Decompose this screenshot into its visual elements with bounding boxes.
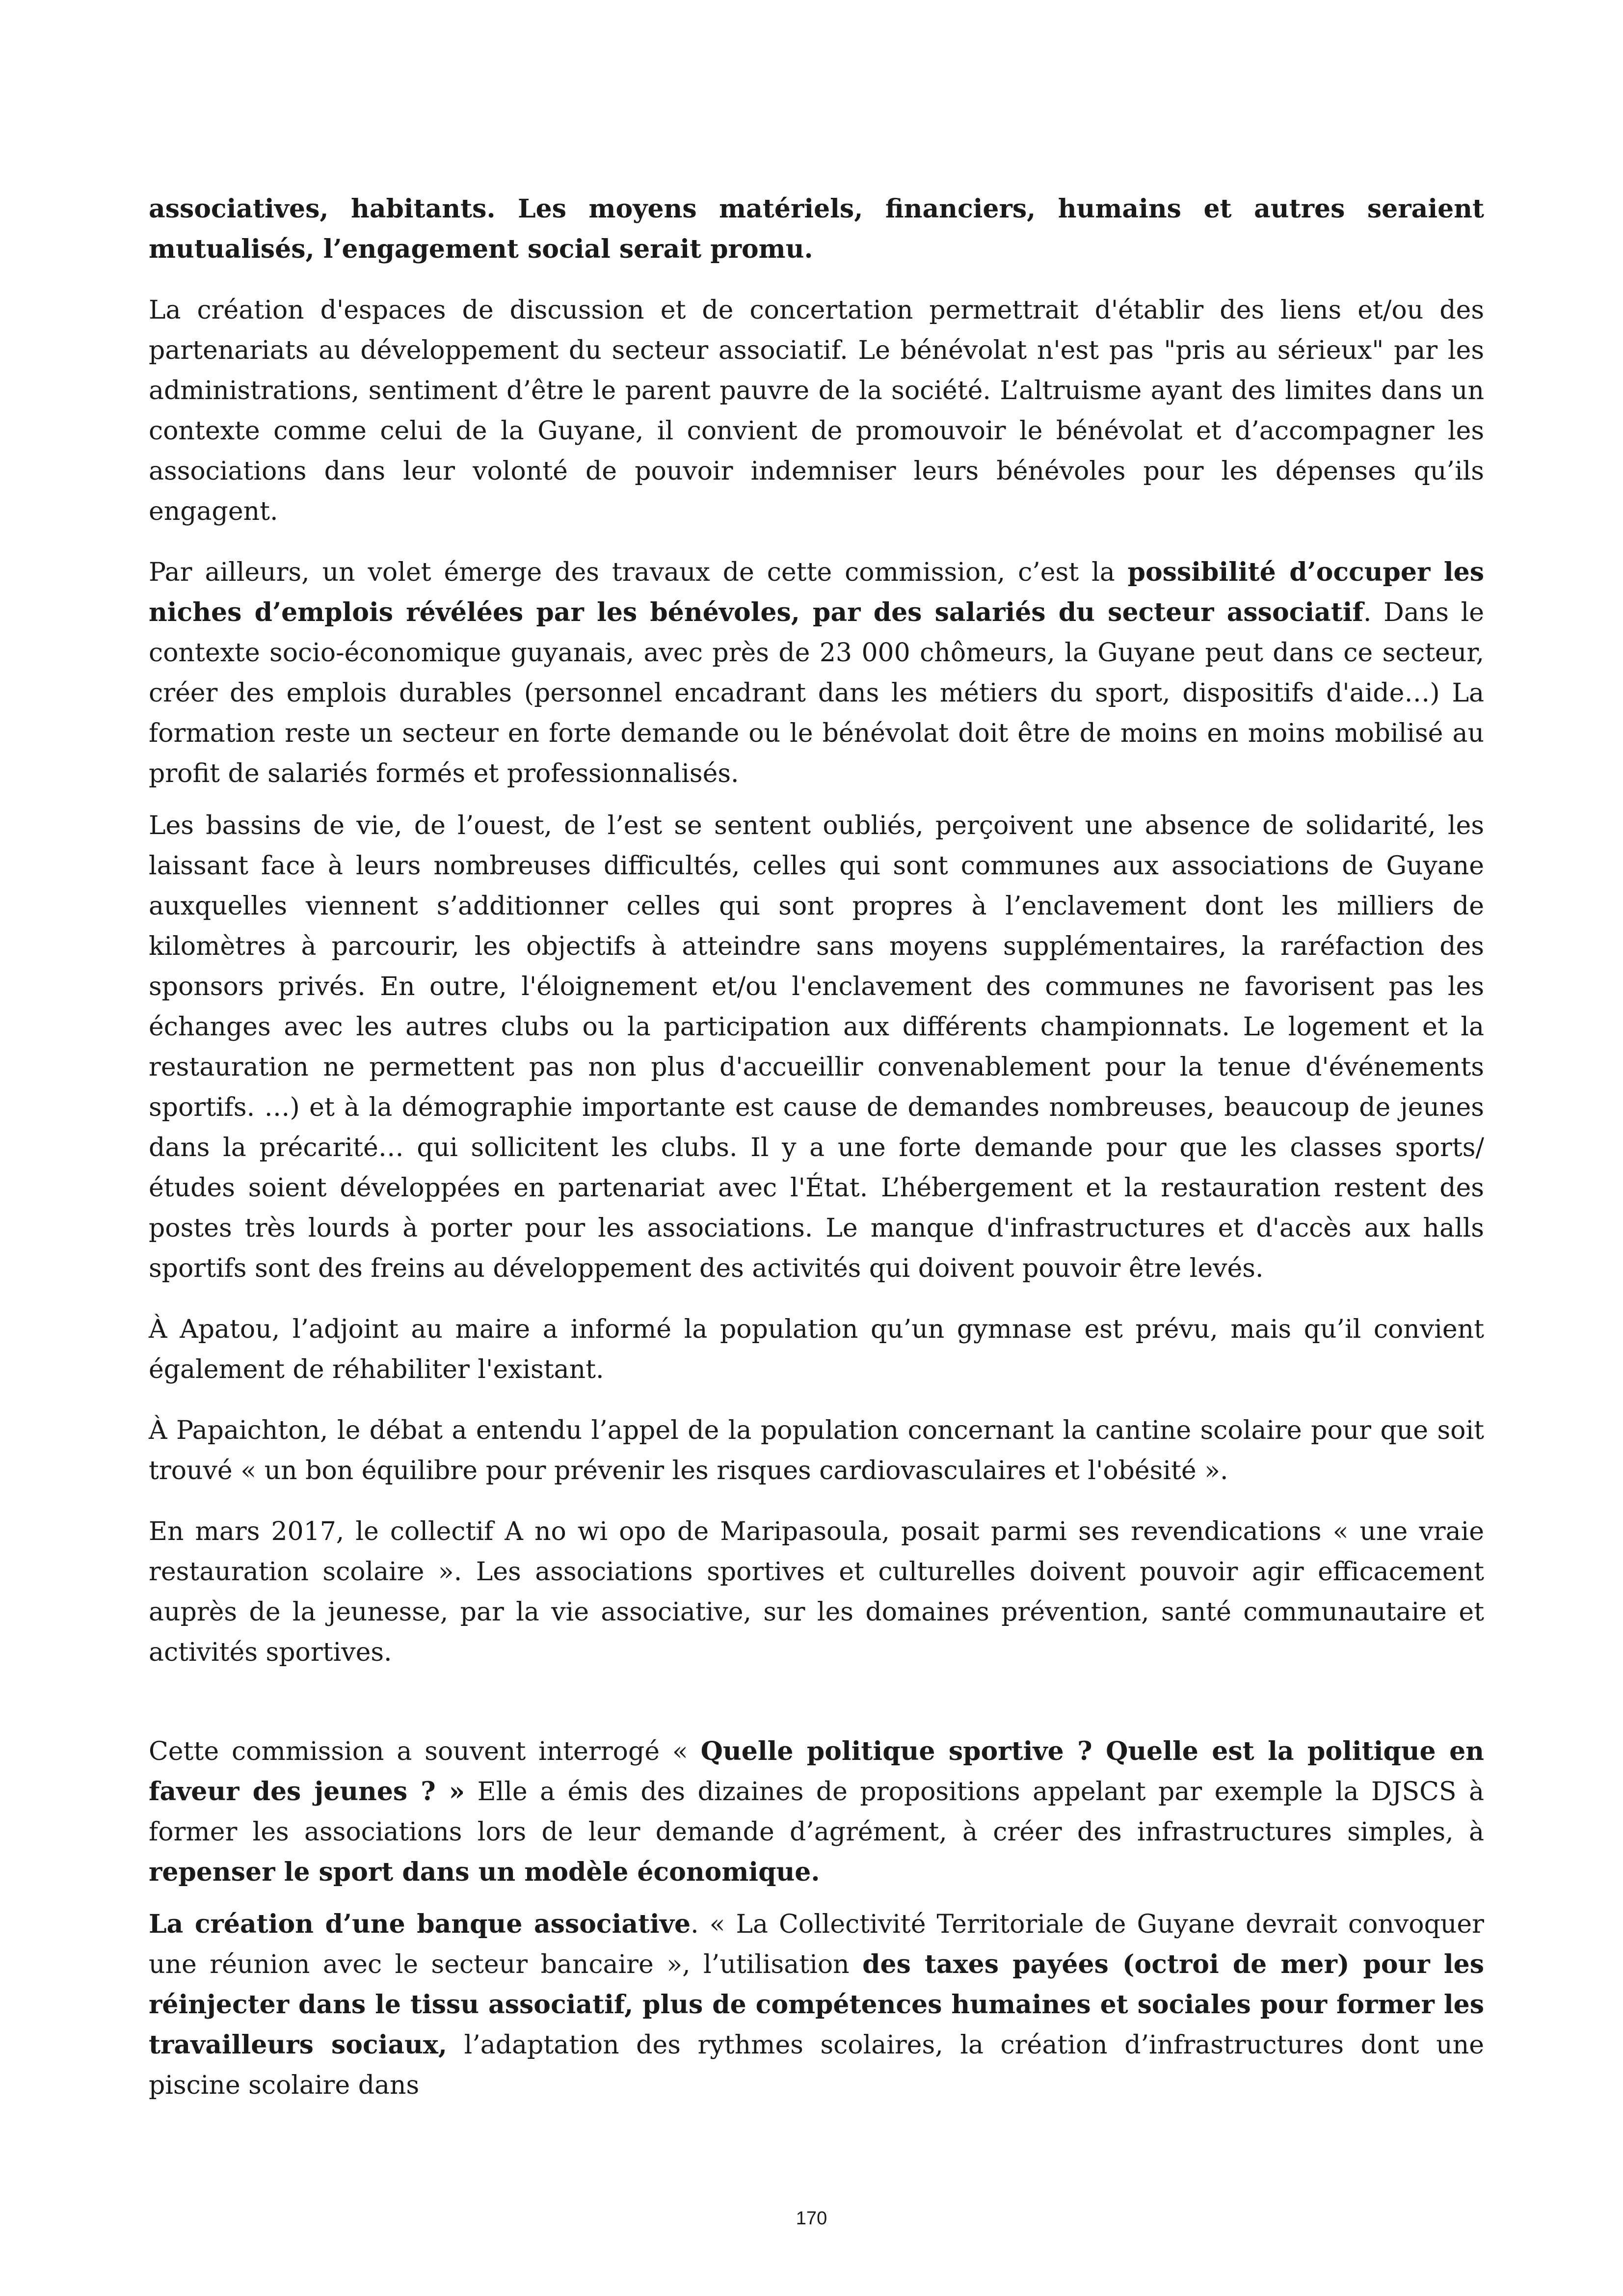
paragraph-6 <box>149 1410 1484 1491</box>
text-segment: Elle a émis des dizaines de propositions appelant par exemple la DJSCS à former les associations lors de leur demande d’agrément, à créer des infrastructures simples, à <box>149 1777 1484 1847</box>
text-segment-bold: repenser le sport dans un modèle économique. <box>149 1857 820 1887</box>
text-segment: l’adaptation des rythmes scolaires, la création d’infrastructures dont une piscine scolaire dans <box>149 2030 1484 2100</box>
paragraph-2 <box>149 290 1484 532</box>
text-segment-bold: Quelle politique sportive ? Quelle est la politique en faveur des jeunes ? » <box>149 1736 1484 1807</box>
page-number: 170 <box>796 2208 827 2229</box>
paragraph-9 <box>149 1904 1484 2106</box>
text-segment: Les bassins de vie, de l’ouest, de l’est se sentent oubliés, perçoivent une absence de solidarité, les laissant face à leurs nombreuses difficultés, celles qui sont communes aux associations de Guyane auxquelles viennent s’additionner celles qui sont propres à l’enclavement dont les milliers de kilomètres à parcourir, les objectifs à atteindre sans moyens supplémentaires, la raréfaction des sponsors privés. En outre, l'éloignement et/ou l'enclavement des communes ne favorisent pas les échanges avec les autres clubs ou la participation aux différents championnats. Le logement et la restauration ne permettent pas non plus d'accueillir convenablement pour la tenue d'événements sportifs. …) et à la démographie importante est cause de demandes nombreuses, beaucoup de jeunes dans la précarité… qui sollicitent les clubs. Il y a une forte demande pour que les classes sports/études soient développées en partenariat avec l'État. L’hébergement et la restauration restent des postes très lourds à porter pour les associations. Le manque d'infrastructures et d'accès aux halls sportifs sont des freins au développement des activités qui doivent pouvoir être levés. <box>149 811 1484 1283</box>
text-segment-bold: La création d’une banque associative <box>149 1909 691 1939</box>
text-segment: . « La Collectivité Territoriale de Guyane devrait convoquer une réunion avec le secteur bancaire », l’utilisation <box>149 1910 1485 1979</box>
text-segment: En mars 2017, le collectif A no wi opo de Maripasoula, posait parmi ses revendications « une vraie restauration scolaire ». Les associations sportives et culturelles doivent pouvoir agir efficacement auprès de la jeunesse, par la vie associative, sur les domaines prévention, santé communautaire et activités sportives. <box>149 1517 1484 1667</box>
text-segment: À Apatou, l’adjoint au maire a informé la population qu’un gymnase est prévu, mais qu’il convient également de réhabiliter l'existant. <box>149 1315 1484 1384</box>
text-segment: Cette commission a souvent interrogé « <box>149 1737 701 1766</box>
text-segment: La création d'espaces de discussion et de concertation permettrait d'établir des liens et/ou des partenariats au développement du secteur associatif. Le bénévolat n'est pas "pris au sérieux" par les administrations, sentiment d’être le parent pauvre de la société. L’altruisme ayant des limites dans un contexte comme celui de la Guyane, il convient de promouvoir le bénévolat et d’accompagner les associations dans leur volonté de pouvoir indemniser leurs bénévoles pour les dépenses qu’ils engagent. <box>149 296 1484 526</box>
paragraph-5 <box>149 1309 1484 1390</box>
text-segment-bold: possibilité d’occuper les niches d’emplois révélées par les bénévoles, par des salariés du secteur associatif <box>149 557 1484 627</box>
text-segment-bold: des taxes payées (octroi de mer) pour les réinjecter dans le tissu associatif, plus de compétences humaines et sociales pour former les travailleurs sociaux, <box>149 1949 1484 2060</box>
paragraph-1 <box>149 189 1484 270</box>
paragraph-8 <box>149 1731 1484 1892</box>
text-segment: . Dans le contexte socio-économique guyanais, avec près de 23 000 chômeurs, la Guyane peut dans ce secteur, créer des emplois durables (personnel encadrant dans les métiers du sport, dispositifs d'aide…) La formation reste un secteur en forte demande ou le bénévolat doit être de moins en moins mobilisé au profit de salariés formés et professionnalisés. <box>149 598 1484 788</box>
text-segment: À Papaichton, le débat a entendu l’appel de la population concernant la cantine scolaire pour que soit trouvé « un bon équilibre pour prévenir les risques cardiovasculaires et l'obésité ». <box>149 1416 1484 1486</box>
text-segment: Par ailleurs, un volet émerge des travaux de cette commission, c’est la <box>149 558 1128 587</box>
text-segment: associatives, habitants. Les moyens matériels, financiers, humains et autres seraient mutualisés, l’engagement social serait promu. <box>149 194 1484 264</box>
paragraph-4 <box>149 806 1484 1289</box>
document-body <box>149 189 1484 2106</box>
paragraph-7 <box>149 1512 1484 1673</box>
paragraph-3 <box>149 552 1484 794</box>
